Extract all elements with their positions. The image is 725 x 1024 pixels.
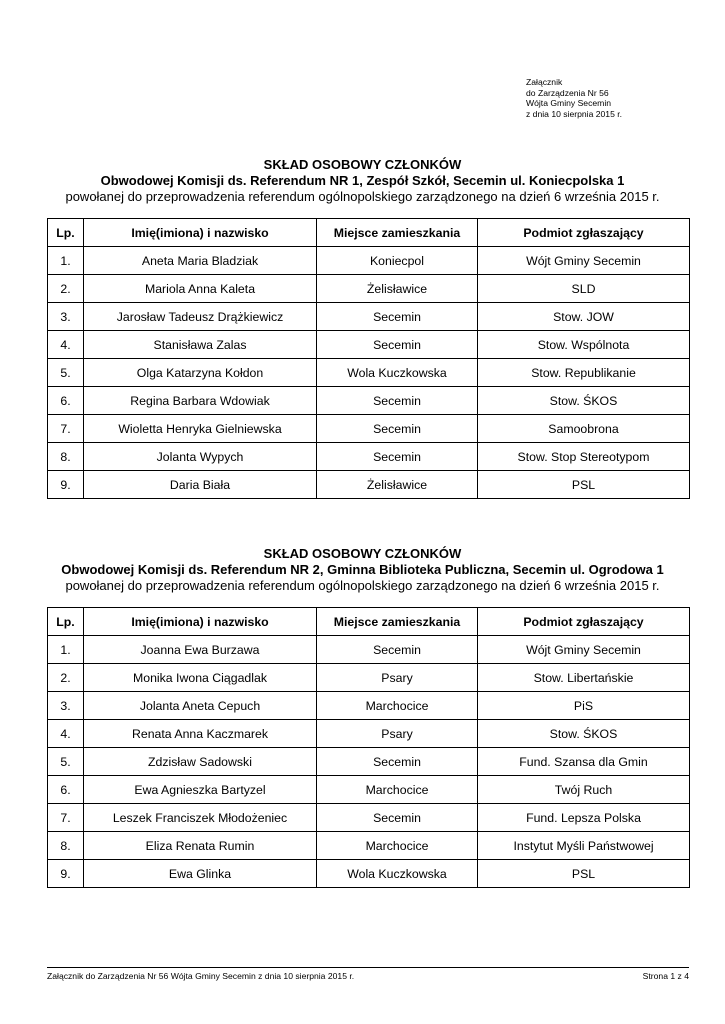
cell-name: Wioletta Henryka Gielniewska [84,415,317,443]
cell-lp: 2. [48,664,84,692]
cell-place: Secemin [317,748,478,776]
col-lp-header: Lp. [48,219,84,247]
annex-line: z dnia 10 sierpnia 2015 r. [526,108,623,119]
cell-lp: 5. [48,359,84,387]
cell-entity: PiS [478,692,690,720]
cell-name: Jolanta Wypych [84,443,317,471]
col-name-header: Imię(imiona) i nazwisko [84,219,317,247]
members-table-1 [47,218,690,499]
cell-place: Żelisławice [317,471,478,499]
cell-place: Żelisławice [317,275,478,303]
cell-entity: Stow. JOW [478,303,690,331]
cell-lp: 9. [48,471,84,499]
col-place-header: Miejsce zamieszkania [317,608,478,636]
cell-name: Olga Katarzyna Kołdon [84,359,317,387]
cell-entity: Stow. ŚKOS [478,720,690,748]
table-row [48,387,690,415]
cell-lp: 5. [48,748,84,776]
table-row [48,247,690,275]
cell-place: Koniecpol [317,247,478,275]
cell-name: Zdzisław Sadowski [84,748,317,776]
cell-entity: Instytut Myśli Państwowej [478,832,690,860]
table-row [48,303,690,331]
table-row [48,776,690,804]
cell-lp: 7. [48,804,84,832]
cell-lp: 3. [48,303,84,331]
table-header-row [48,608,690,636]
commission-title: Obwodowej Komisji ds. Referendum NR 2, Gminna Biblioteka Publiczna, Secemin ul. Ogrodowa 1 [61,562,664,577]
cell-name: Stanisława Zalas [84,331,317,359]
table-header-row [48,219,690,247]
cell-entity: Wójt Gminy Secemin [478,636,690,664]
cell-name: Eliza Renata Rumin [84,832,317,860]
section-title: SKŁAD OSOBOWY CZŁONKÓW [263,157,462,172]
page-number: Strona 1 z 4 [642,971,689,981]
cell-name: Monika Iwona Ciągadlak [84,664,317,692]
table-row [48,443,690,471]
table-row [48,804,690,832]
cell-lp: 1. [48,636,84,664]
cell-entity: PSL [478,471,690,499]
cell-place: Secemin [317,303,478,331]
col-entity-header: Podmiot zgłaszający [478,608,690,636]
cell-entity: Stow. Stop Stereotypom [478,443,690,471]
table-row [48,359,690,387]
table-row [48,664,690,692]
cell-name: Ewa Glinka [84,860,317,888]
cell-lp: 6. [48,776,84,804]
cell-place: Secemin [317,415,478,443]
table-row [48,860,690,888]
cell-lp: 3. [48,692,84,720]
footer-divider [47,967,689,968]
cell-place: Marchocice [317,832,478,860]
annex-header [526,77,622,119]
cell-name: Daria Biała [84,471,317,499]
table-row [48,471,690,499]
table-row [48,275,690,303]
cell-place: Secemin [317,331,478,359]
commission-subtitle: powołanej do przeprowadzenia referendum ogólnopolskiego zarządzonego na dzień 6 września 2015 r. [65,189,660,204]
cell-place: Marchocice [317,776,478,804]
annex-line: Wójta Gminy Secemin [526,98,612,108]
col-lp-header: Lp. [48,608,84,636]
cell-name: Ewa Agnieszka Bartyzel [84,776,317,804]
cell-entity: Samoobrona [478,415,690,443]
cell-place: Secemin [317,636,478,664]
cell-name: Renata Anna Kaczmarek [84,720,317,748]
section-title: SKŁAD OSOBOWY CZŁONKÓW [263,546,462,561]
cell-lp: 2. [48,275,84,303]
cell-name: Aneta Maria Bladziak [84,247,317,275]
cell-entity: Wójt Gminy Secemin [478,247,690,275]
cell-lp: 9. [48,860,84,888]
cell-entity: PSL [478,860,690,888]
cell-entity: Stow. Libertańskie [478,664,690,692]
col-place-header: Miejsce zamieszkania [317,219,478,247]
annex-line: do Zarządzenia Nr 56 [526,87,609,98]
cell-entity: Fund. Szansa dla Gmin [478,748,690,776]
cell-place: Secemin [317,443,478,471]
cell-place: Secemin [317,804,478,832]
table-row [48,636,690,664]
cell-name: Regina Barbara Wdowiak [84,387,317,415]
col-name-header: Imię(imiona) i nazwisko [84,608,317,636]
footer-text: Załącznik do Zarządzenia Nr 56 Wójta Gminy Secemin z dnia 10 sierpnia 2015 r. [47,971,355,981]
cell-name: Joanna Ewa Burzawa [84,636,317,664]
section-1-heading [30,157,695,205]
table-row [48,415,690,443]
cell-entity: Stow. Wspólnota [478,331,690,359]
section-2-heading [30,546,695,594]
commission-subtitle: powołanej do przeprowadzenia referendum ogólnopolskiego zarządzonego na dzień 6 września 2015 r. [65,578,660,593]
col-entity-header: Podmiot zgłaszający [478,219,690,247]
cell-lp: 7. [48,415,84,443]
cell-place: Wola Kuczkowska [317,860,478,888]
cell-place: Marchocice [317,692,478,720]
cell-lp: 4. [48,720,84,748]
table-row [48,331,690,359]
cell-place: Psary [317,664,478,692]
cell-lp: 8. [48,832,84,860]
members-table-2 [47,607,690,888]
table-row [48,720,690,748]
cell-name: Jolanta Aneta Cepuch [84,692,317,720]
cell-entity: Stow. Republikanie [478,359,690,387]
cell-name: Mariola Anna Kaleta [84,275,317,303]
cell-place: Wola Kuczkowska [317,359,478,387]
cell-entity: Fund. Lepsza Polska [478,804,690,832]
table-row [48,832,690,860]
cell-entity: SLD [478,275,690,303]
annex-line: Załącznik [526,77,563,87]
cell-lp: 8. [48,443,84,471]
cell-name: Jarosław Tadeusz Drążkiewicz [84,303,317,331]
cell-place: Psary [317,720,478,748]
table-row [48,748,690,776]
cell-entity: Twój Ruch [478,776,690,804]
cell-name: Leszek Franciszek Młodożeniec [84,804,317,832]
commission-title: Obwodowej Komisji ds. Referendum NR 1, Zespół Szkół, Secemin ul. Koniecpolska 1 [100,173,625,188]
cell-lp: 6. [48,387,84,415]
cell-entity: Stow. ŚKOS [478,387,690,415]
cell-place: Secemin [317,387,478,415]
cell-lp: 1. [48,247,84,275]
cell-lp: 4. [48,331,84,359]
table-row [48,692,690,720]
